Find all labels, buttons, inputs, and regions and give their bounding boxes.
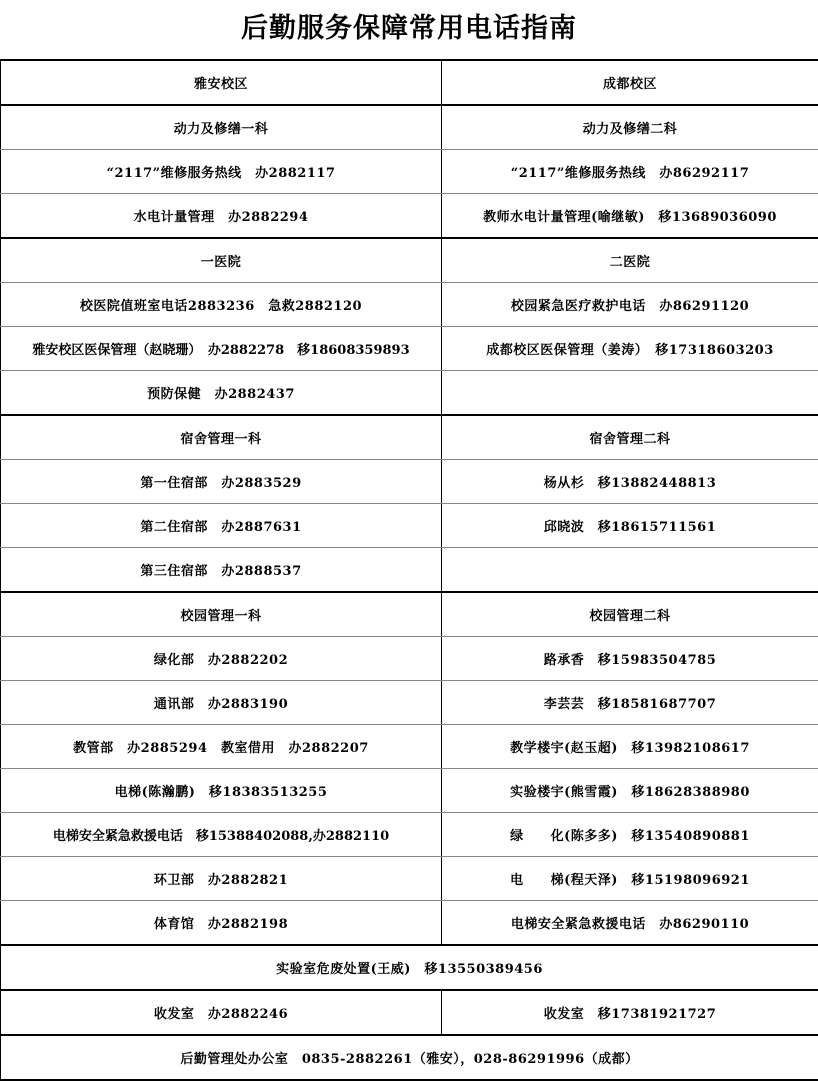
table-row [1, 945, 818, 990]
campus-header-yaan: 雅安校区 [1, 60, 442, 105]
empty-cell [442, 548, 818, 593]
section-heading: 二医院 [442, 238, 818, 283]
campus-header-chengdu: 成都校区 [442, 60, 818, 105]
contact-cell: 通讯部 办2883190 [1, 681, 442, 725]
table-row [1, 901, 818, 946]
table-row [1, 460, 818, 504]
section-heading: 一医院 [1, 238, 442, 283]
contact-cell: 电 梯(程天泽) 移15198096921 [442, 857, 818, 901]
contact-cell: 环卫部 办2882821 [1, 857, 442, 901]
table-row [1, 415, 818, 460]
table-row [1, 371, 818, 416]
contact-cell: 预防保健 办2882437 [1, 371, 442, 416]
table-row [1, 990, 818, 1035]
contact-cell: 绿 化(陈多多) 移13540890881 [442, 813, 818, 857]
contact-cell: 校医院值班室电话2883236 急救2882120 [1, 283, 442, 327]
contact-cell: 第三住宿部 办2888537 [1, 548, 442, 593]
contact-cell: 路承香 移15983504785 [442, 637, 818, 681]
contact-cell: 电梯(陈瀚鹏) 移18383513255 [1, 769, 442, 813]
table-row [1, 1035, 818, 1080]
contact-cell: 体育馆 办2882198 [1, 901, 442, 946]
table-row [1, 769, 818, 813]
contact-cell: “2117”维修服务热线 办2882117 [1, 150, 442, 194]
contact-cell: 教学楼宇(赵玉超) 移13982108617 [442, 725, 818, 769]
page-title: 后勤服务保障常用电话指南 [0, 0, 818, 58]
contact-cell: 电梯安全紧急救援电话 办86290110 [442, 901, 818, 946]
section-heading: 校园管理二科 [442, 592, 818, 637]
table-row [1, 105, 818, 150]
table-row [1, 150, 818, 194]
hazardous-waste-contact: 实验室危废处置(王威) 移13550389456 [1, 945, 818, 990]
contact-cell: 成都校区医保管理（姜涛） 移17318603203 [442, 327, 818, 371]
contact-cell: 雅安校区医保管理（赵晓珊） 办2882278 移18608359893 [1, 327, 442, 371]
table-row [1, 637, 818, 681]
section-heading: 动力及修缮二科 [442, 105, 818, 150]
contact-cell: 绿化部 办2882202 [1, 637, 442, 681]
contact-cell: 校园紧急医疗救护电话 办86291120 [442, 283, 818, 327]
contact-cell: 实验楼宇(熊雪霞) 移18628388980 [442, 769, 818, 813]
section-heading: 动力及修缮一科 [1, 105, 442, 150]
contact-cell: 收发室 办2882246 [1, 990, 442, 1035]
table-row [1, 681, 818, 725]
contact-cell: “2117”维修服务热线 办86292117 [442, 150, 818, 194]
table-row [1, 813, 818, 857]
phone-directory-table [0, 59, 818, 1081]
contact-cell: 第一住宿部 办2883529 [1, 460, 442, 504]
table-row [1, 327, 818, 371]
contact-cell: 教师水电计量管理(喻继敏) 移13689036090 [442, 194, 818, 239]
contact-cell: 电梯安全紧急救援电话 移15388402088,办2882110 [1, 813, 442, 857]
table-row [1, 238, 818, 283]
table-row [1, 857, 818, 901]
table-row [1, 504, 818, 548]
table-row [1, 60, 818, 105]
table-row [1, 725, 818, 769]
empty-cell [442, 371, 818, 416]
office-contact-footer: 后勤管理处办公室 0835-2882261（雅安），028-86291996（成都） [1, 1035, 818, 1080]
contact-cell: 水电计量管理 办2882294 [1, 194, 442, 239]
contact-cell: 杨从杉 移13882448813 [442, 460, 818, 504]
contact-cell: 收发室 移17381921727 [442, 990, 818, 1035]
section-heading: 宿舍管理二科 [442, 415, 818, 460]
section-heading: 校园管理一科 [1, 592, 442, 637]
contact-cell: 李芸芸 移18581687707 [442, 681, 818, 725]
contact-cell: 第二住宿部 办2887631 [1, 504, 442, 548]
table-row [1, 283, 818, 327]
contact-cell: 教管部 办2885294 教室借用 办2882207 [1, 725, 442, 769]
table-row [1, 548, 818, 593]
table-row [1, 592, 818, 637]
contact-cell: 邱晓波 移18615711561 [442, 504, 818, 548]
table-row [1, 194, 818, 239]
section-heading: 宿舍管理一科 [1, 415, 442, 460]
